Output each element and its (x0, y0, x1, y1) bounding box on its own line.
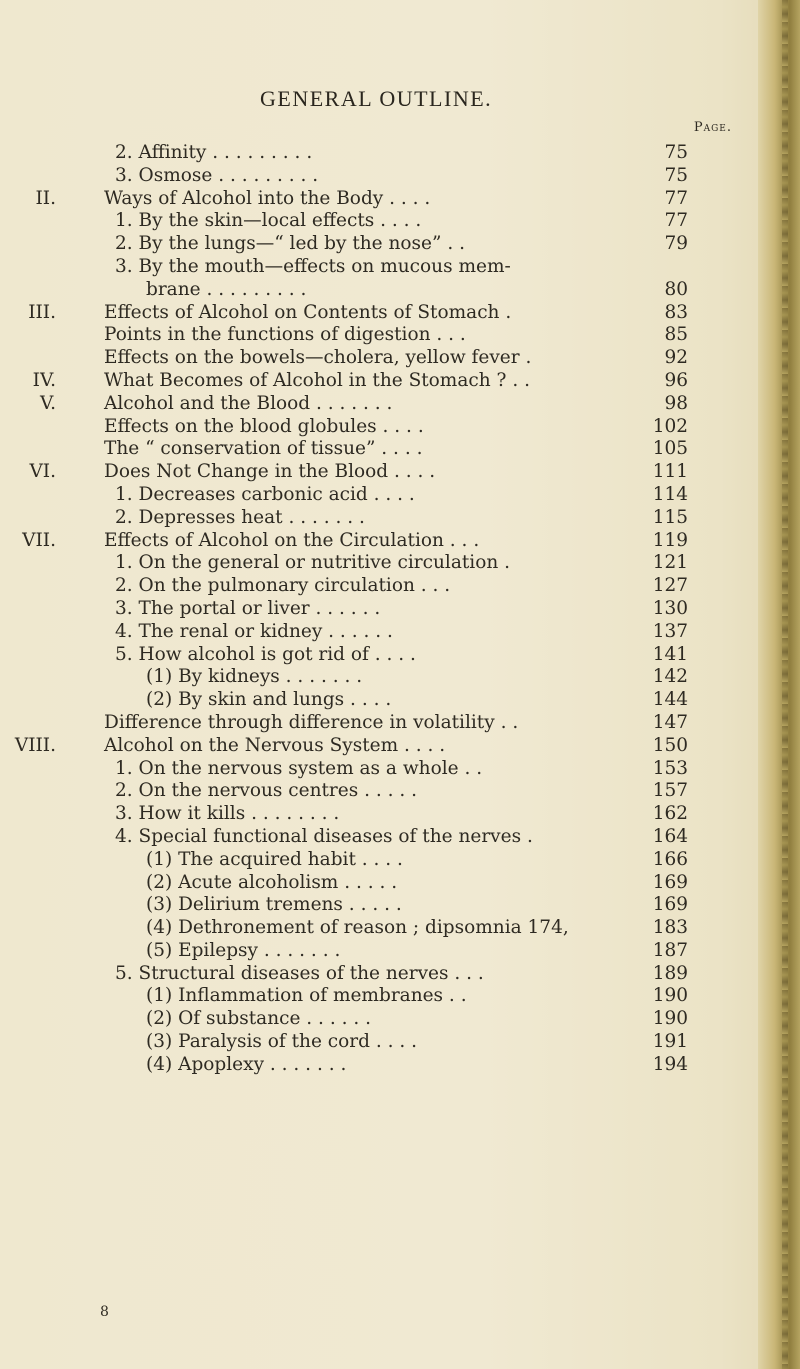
toc-entry (0, 780, 760, 803)
toc-entry-title: (2) Of substance . . . . . . (146, 1008, 371, 1030)
toc-entry-page-number: 162 (652, 803, 688, 825)
toc-entry (0, 758, 760, 781)
toc-entry (0, 1008, 760, 1031)
toc-entry (0, 256, 760, 279)
toc-entry (0, 712, 760, 735)
toc-entry-page-number: 92 (664, 347, 688, 369)
toc-entry-page-number: 157 (652, 780, 688, 802)
toc-entry-title: 5. Structural diseases of the nerves . . . (115, 962, 484, 984)
toc-entry-section-number: III. (28, 301, 56, 323)
toc-entry-page-number: 114 (652, 483, 688, 505)
toc-entry-page-number: 96 (664, 369, 688, 391)
toc-entry-title: (3) Delirium tremens . . . . . (146, 894, 402, 916)
toc-entry (0, 621, 760, 644)
toc-entry (0, 644, 760, 667)
toc-entry-title: (1) By kidneys . . . . . . . (146, 666, 363, 688)
toc-entry-title: 1. On the general or nutritive circulation . (115, 552, 511, 574)
toc-entry-section-number: VII. (22, 529, 56, 551)
toc-entry (0, 393, 760, 416)
page-edge-shadow (758, 0, 800, 1369)
toc-entry-title: Effects on the blood globules . . . . (104, 415, 424, 437)
toc-entry-page-number: 169 (652, 894, 688, 916)
toc-entry-page-number: 75 (664, 164, 688, 186)
toc-entry (0, 575, 760, 598)
toc-entry-title: 2. Depresses heat . . . . . . . (115, 506, 365, 528)
toc-entry-page-number: 153 (652, 757, 688, 779)
toc-entry-page-number: 119 (652, 529, 688, 551)
toc-entry-page-number: 98 (664, 392, 688, 414)
toc-entry-page-number: 190 (652, 985, 688, 1007)
toc-entry-title: 1. Decreases carbonic acid . . . . (115, 483, 415, 505)
toc-entry-page-number: 164 (652, 825, 688, 847)
running-head: GENERAL OUTLINE. (260, 86, 493, 111)
table-of-contents (0, 142, 760, 1077)
toc-entry-page-number: 142 (652, 666, 688, 688)
toc-entry-page-number: 150 (652, 734, 688, 756)
toc-entry-title: 3. How it kills . . . . . . . . (115, 803, 340, 825)
toc-entry-page-number: 127 (652, 575, 688, 597)
toc-entry-title: (1) Inflammation of membranes . . (146, 985, 467, 1007)
toc-entry-section-number: IV. (32, 369, 56, 391)
toc-entry (0, 347, 760, 370)
page-column-label: Page. (693, 120, 732, 135)
toc-entry-title: brane . . . . . . . . . (146, 278, 307, 300)
toc-entry (0, 507, 760, 530)
toc-entry-page-number: 111 (652, 461, 688, 483)
toc-entry-title: The “ conservation of tissue” . . . . (104, 438, 423, 460)
toc-entry (0, 210, 760, 233)
page-edge-binding (782, 0, 788, 1369)
toc-entry (0, 735, 760, 758)
toc-entry-section-number: II. (35, 187, 56, 209)
toc-entry-page-number: 166 (652, 848, 688, 870)
toc-entry-page-number: 75 (664, 142, 688, 163)
toc-entry (0, 826, 760, 849)
toc-entry-page-number: 147 (652, 711, 688, 733)
toc-entry-title: 4. Special functional diseases of the nerves . (115, 825, 533, 847)
toc-entry-page-number: 189 (652, 962, 688, 984)
toc-entry (0, 370, 760, 393)
toc-entry-section-number: V. (39, 392, 56, 414)
toc-entry-page-number: 194 (652, 1053, 688, 1075)
toc-entry (0, 233, 760, 256)
toc-entry-title: Alcohol and the Blood . . . . . . . (104, 392, 393, 414)
toc-entry-page-number: 102 (652, 415, 688, 437)
toc-entry (0, 461, 760, 484)
toc-entry-page-number: 79 (664, 233, 688, 255)
toc-entry-page-number: 80 (664, 278, 688, 300)
toc-entry (0, 552, 760, 575)
toc-entry-title: 5. How alcohol is got rid of . . . . (115, 643, 416, 665)
toc-entry (0, 803, 760, 826)
toc-entry-title: 4. The renal or kidney . . . . . . (115, 620, 393, 642)
toc-entry (0, 484, 760, 507)
toc-entry (0, 1054, 760, 1077)
toc-entry (0, 438, 760, 461)
toc-entry-title: Alcohol on the Nervous System . . . . (104, 734, 446, 756)
toc-entry-page-number: 115 (652, 506, 688, 528)
folio-number: 8 (100, 1304, 109, 1320)
toc-entry-page-number: 169 (652, 871, 688, 893)
toc-entry-title: (2) By skin and lungs . . . . (146, 689, 392, 711)
toc-entry-title: 2. Affinity . . . . . . . . . (115, 142, 313, 163)
toc-entry (0, 940, 760, 963)
toc-entry-title: Effects of Alcohol on the Circulation . . . (104, 529, 480, 551)
toc-entry (0, 1031, 760, 1054)
toc-entry (0, 279, 760, 302)
toc-entry-title: Effects on the bowels—cholera, yellow fever . (104, 347, 532, 369)
toc-entry-page-number: 191 (652, 1031, 688, 1053)
toc-entry-page-number: 137 (652, 620, 688, 642)
toc-entry (0, 530, 760, 553)
toc-entry (0, 165, 760, 188)
toc-entry-title: 3. By the mouth—effects on mucous mem- (115, 255, 511, 277)
toc-entry-page-number: 130 (652, 597, 688, 619)
toc-entry-title: Does Not Change in the Blood . . . . (104, 461, 436, 483)
toc-entry-page-number: 183 (652, 917, 688, 939)
toc-entry-title: 3. The portal or liver . . . . . . (115, 597, 381, 619)
toc-entry (0, 872, 760, 895)
toc-entry-page-number: 187 (652, 939, 688, 961)
toc-entry-title: (3) Paralysis of the cord . . . . (146, 1031, 418, 1053)
toc-entry-title: 2. On the pulmonary circulation . . . (115, 575, 451, 597)
toc-entry-title: (2) Acute alcoholism . . . . . (146, 871, 398, 893)
toc-entry-title: Ways of Alcohol into the Body . . . . (104, 187, 431, 209)
toc-entry-title: (4) Dethronement of reason ; dipsomnia 174, (146, 917, 569, 939)
toc-entry (0, 666, 760, 689)
toc-entry-title: (4) Apoplexy . . . . . . . (146, 1053, 347, 1075)
toc-entry (0, 894, 760, 917)
toc-entry (0, 324, 760, 347)
toc-entry (0, 963, 760, 986)
toc-entry-page-number: 77 (664, 187, 688, 209)
toc-entry (0, 917, 760, 940)
toc-entry (0, 142, 760, 165)
toc-entry-page-number: 77 (664, 210, 688, 232)
toc-entry-title: (1) The acquired habit . . . . (146, 848, 403, 870)
toc-entry-title: 1. By the skin—local effects . . . . (115, 210, 422, 232)
toc-entry-page-number: 85 (664, 324, 688, 346)
toc-entry-section-number: VIII. (14, 734, 56, 756)
toc-entry (0, 416, 760, 439)
toc-entry-title: 2. By the lungs—“ led by the nose” . . (115, 233, 465, 255)
toc-entry-title: What Becomes of Alcohol in the Stomach ? . . (104, 369, 530, 391)
toc-entry-title: Effects of Alcohol on Contents of Stomach . (104, 301, 512, 323)
toc-entry-title: 2. On the nervous centres . . . . . (115, 780, 418, 802)
toc-entry-page-number: 105 (652, 438, 688, 460)
toc-entry-page-number: 190 (652, 1008, 688, 1030)
toc-entry (0, 302, 760, 325)
toc-entry-title: Points in the functions of digestion . . . (104, 324, 466, 346)
toc-entry (0, 598, 760, 621)
toc-entry-section-number: VI. (29, 461, 56, 483)
toc-entry-title: Difference through difference in volatility . . (104, 711, 519, 733)
toc-entry-title: 3. Osmose . . . . . . . . . (115, 164, 319, 186)
toc-entry (0, 689, 760, 712)
toc-entry-page-number: 121 (652, 552, 688, 574)
toc-entry-page-number: 144 (652, 689, 688, 711)
toc-entry-title: 1. On the nervous system as a whole . . (115, 757, 483, 779)
toc-entry (0, 985, 760, 1008)
toc-entry (0, 849, 760, 872)
toc-entry-page-number: 83 (664, 301, 688, 323)
toc-entry-page-number: 141 (652, 643, 688, 665)
toc-entry (0, 188, 760, 211)
toc-entry-title: (5) Epilepsy . . . . . . . (146, 939, 341, 961)
